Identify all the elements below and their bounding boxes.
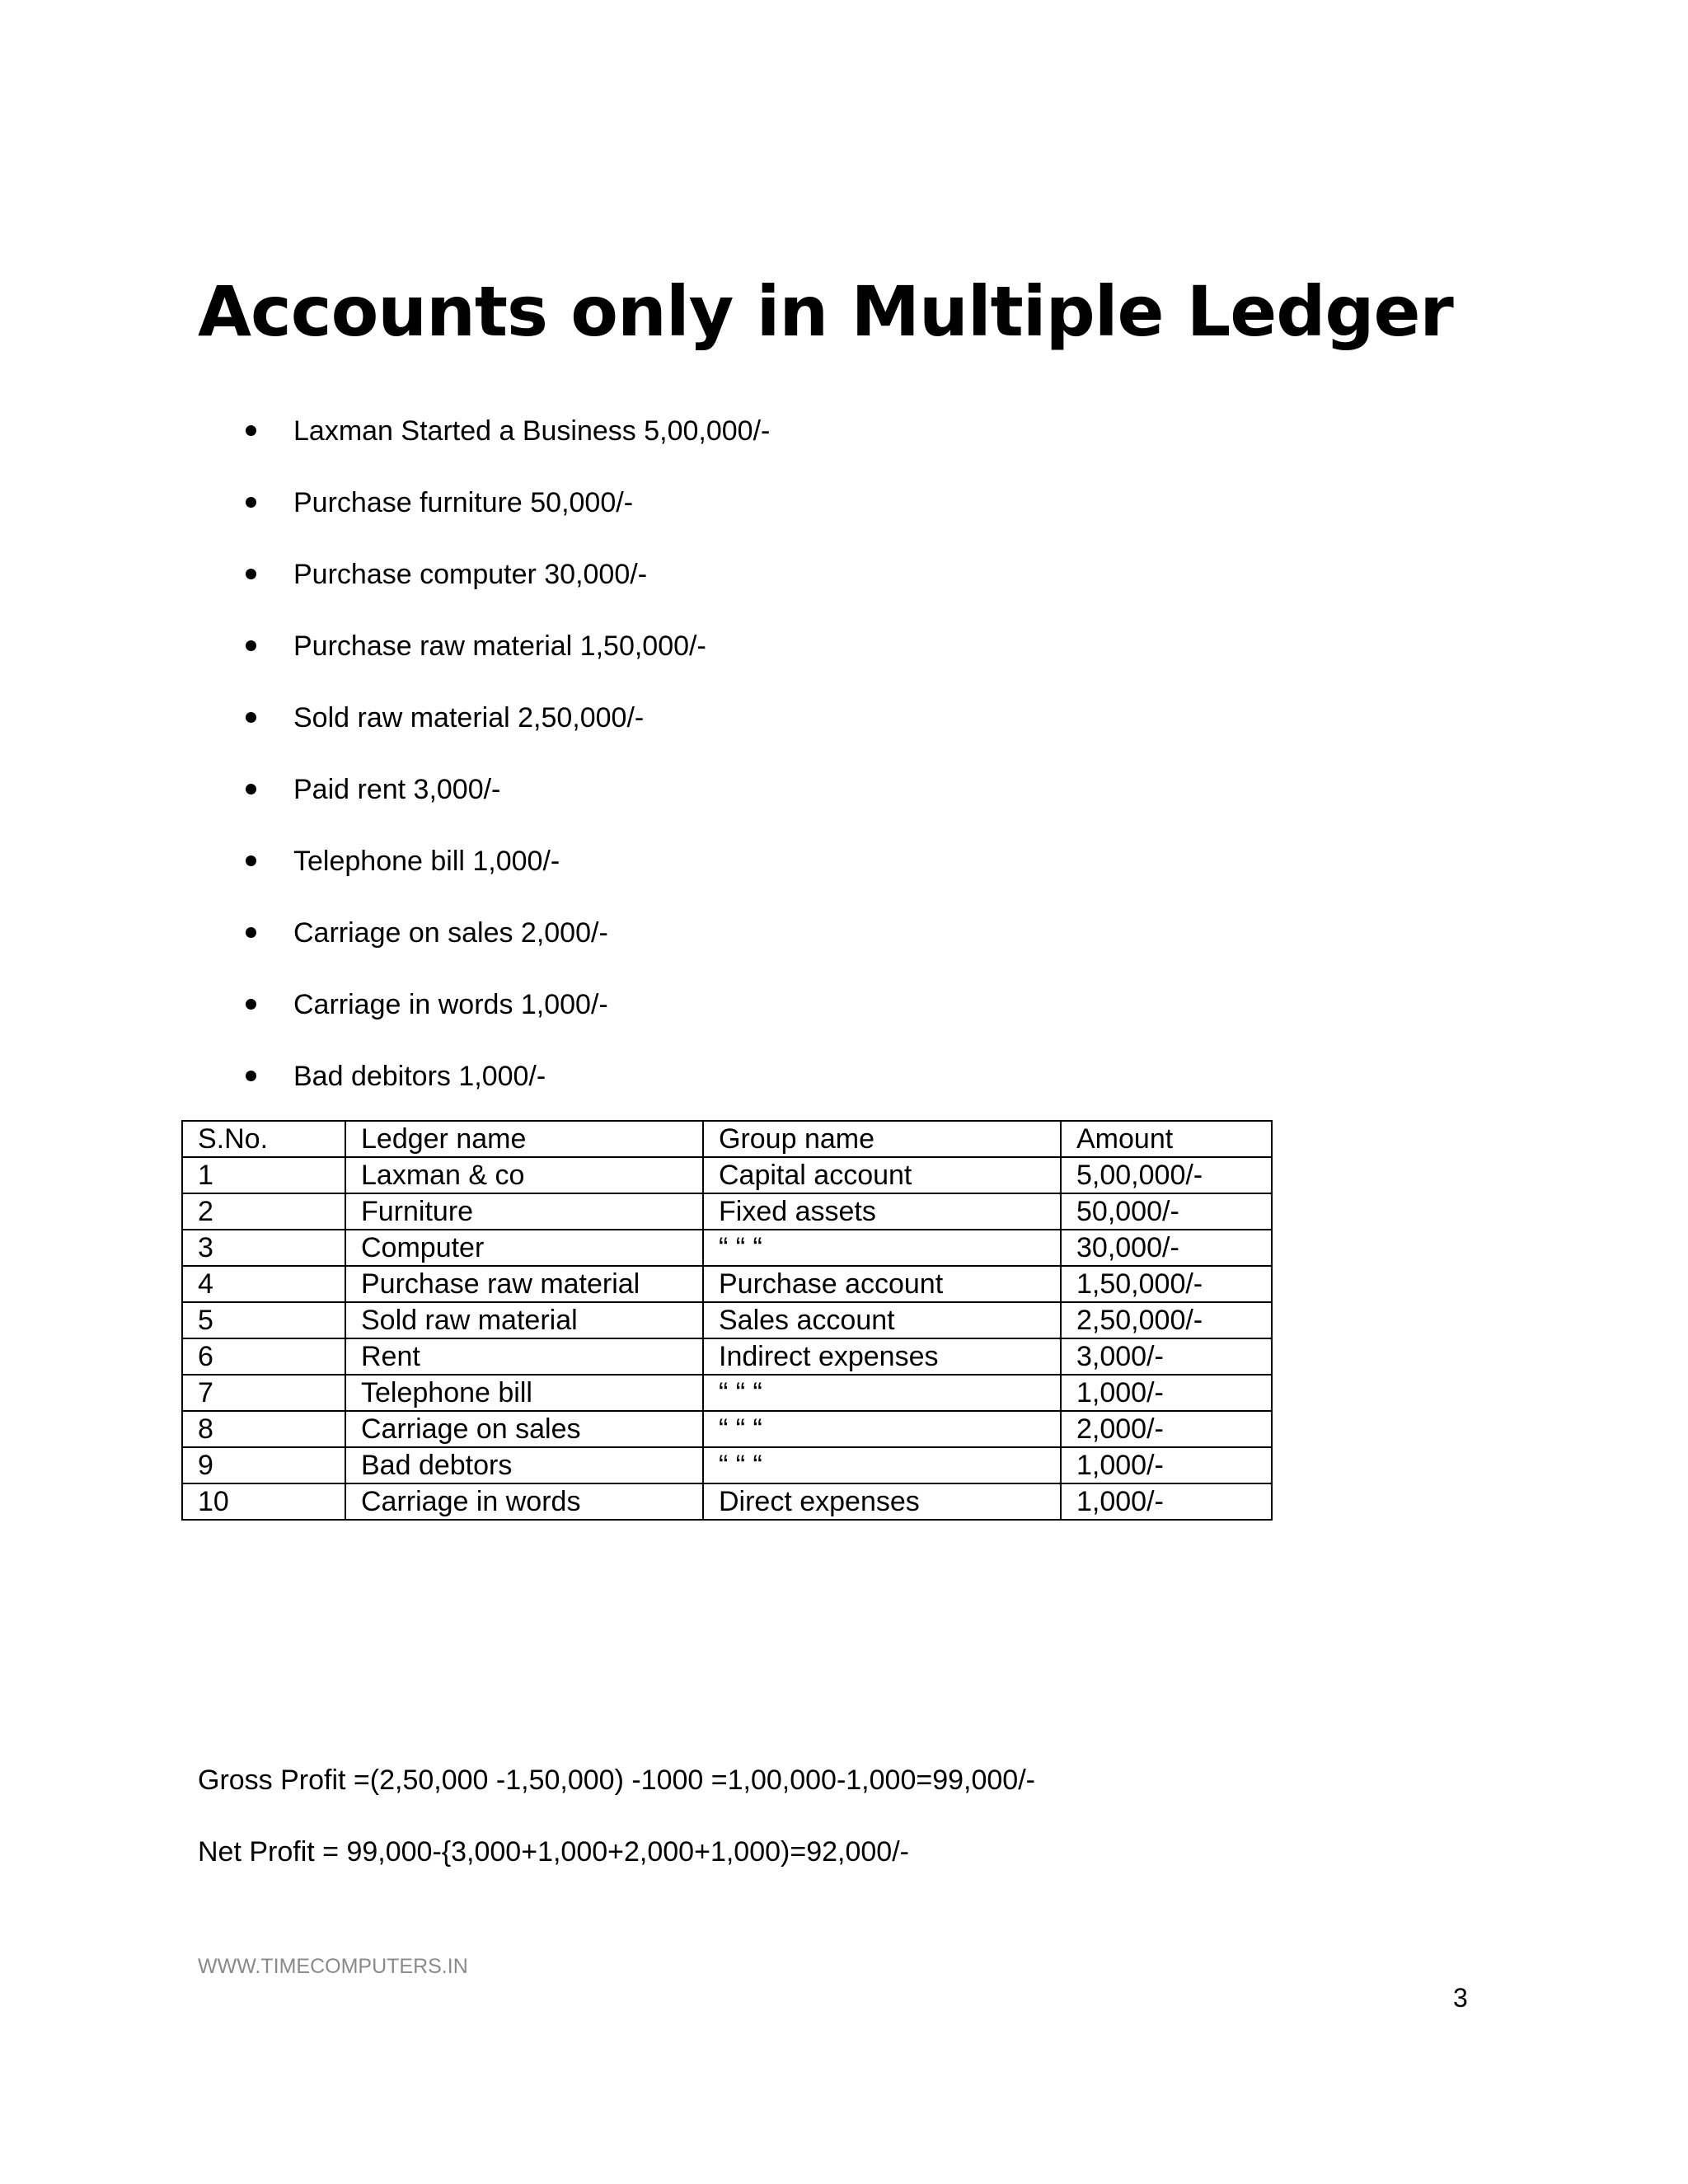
table-header-row (182, 1121, 1272, 1157)
cell-group-name: Indirect expenses (703, 1338, 1061, 1375)
cell-ledger-name: Rent (345, 1338, 703, 1375)
cell-group-name: Sales account (703, 1302, 1061, 1338)
page-number: 3 (1453, 1983, 1468, 2013)
header-group-name: Group name (703, 1121, 1061, 1157)
bullet-icon (246, 497, 256, 508)
cell-amount: 1,000/- (1061, 1447, 1272, 1483)
cell-sno: 7 (182, 1375, 345, 1411)
cell-sno: 4 (182, 1266, 345, 1302)
list-item-text: Carriage on sales 2,000/- (293, 917, 608, 949)
table-row (182, 1447, 1272, 1483)
list-item-text: Paid rent 3,000/- (293, 774, 501, 805)
gross-profit-line: Gross Profit =(2,50,000 -1,50,000) -1000 =1,00,000-1,000=99,000/- (198, 1765, 1035, 1796)
cell-ledger-name: Bad debtors (345, 1447, 703, 1483)
header-amount: Amount (1061, 1121, 1272, 1157)
cell-ledger-name: Carriage in words (345, 1483, 703, 1520)
cell-ledger-name: Furniture (345, 1193, 703, 1230)
cell-sno: 9 (182, 1447, 345, 1483)
bullet-icon (246, 927, 256, 938)
bullet-icon (246, 712, 256, 723)
cell-group-name: “ “ “ (703, 1411, 1061, 1447)
table-row (182, 1266, 1272, 1302)
list-item-text: Telephone bill 1,000/- (293, 846, 560, 877)
cell-amount: 1,50,000/- (1061, 1266, 1272, 1302)
table-row (182, 1302, 1272, 1338)
cell-sno: 10 (182, 1483, 345, 1520)
table-row (182, 1193, 1272, 1230)
cell-group-name: Fixed assets (703, 1193, 1061, 1230)
bullet-icon (246, 855, 256, 866)
cell-sno: 1 (182, 1157, 345, 1193)
header-ledger-name: Ledger name (345, 1121, 703, 1157)
cell-sno: 5 (182, 1302, 345, 1338)
table-row (182, 1375, 1272, 1411)
cell-amount: 1,000/- (1061, 1375, 1272, 1411)
list-item-text: Purchase computer 30,000/- (293, 559, 648, 590)
table-row (182, 1483, 1272, 1520)
cell-ledger-name: Purchase raw material (345, 1266, 703, 1302)
bullet-icon (246, 999, 256, 1010)
table-row (182, 1411, 1272, 1447)
cell-sno: 3 (182, 1230, 345, 1266)
list-item-text: Laxman Started a Business 5,00,000/- (293, 415, 771, 447)
list-item-text: Bad debitors 1,000/- (293, 1061, 546, 1092)
cell-group-name: “ “ “ (703, 1375, 1061, 1411)
table-row (182, 1338, 1272, 1375)
cell-ledger-name: Carriage on sales (345, 1411, 703, 1447)
cell-group-name: “ “ “ (703, 1230, 1061, 1266)
ledger-table (181, 1120, 1273, 1521)
list-item-text: Carriage in words 1,000/- (293, 989, 608, 1020)
cell-amount: 1,000/- (1061, 1483, 1272, 1520)
cell-ledger-name: Sold raw material (345, 1302, 703, 1338)
list-item-text: Purchase raw material 1,50,000/- (293, 630, 706, 662)
cell-sno: 2 (182, 1193, 345, 1230)
cell-group-name: Capital account (703, 1157, 1061, 1193)
table-row (182, 1230, 1272, 1266)
cell-ledger-name: Telephone bill (345, 1375, 703, 1411)
cell-amount: 30,000/- (1061, 1230, 1272, 1266)
cell-amount: 3,000/- (1061, 1338, 1272, 1375)
cell-sno: 8 (182, 1411, 345, 1447)
footer-website: WWW.TIMECOMPUTERS.IN (198, 1955, 468, 1978)
bullet-icon (246, 569, 256, 579)
list-item-text: Purchase furniture 50,000/- (293, 487, 634, 518)
list-item-text: Sold raw material 2,50,000/- (293, 702, 645, 733)
bullet-icon (246, 640, 256, 651)
cell-group-name: Purchase account (703, 1266, 1061, 1302)
cell-group-name: “ “ “ (703, 1447, 1061, 1483)
header-sno: S.No. (182, 1121, 345, 1157)
cell-group-name: Direct expenses (703, 1483, 1061, 1520)
cell-amount: 5,00,000/- (1061, 1157, 1272, 1193)
bullet-icon (246, 1071, 256, 1081)
cell-amount: 50,000/- (1061, 1193, 1272, 1230)
cell-amount: 2,50,000/- (1061, 1302, 1272, 1338)
table-row (182, 1157, 1272, 1193)
page-title: Accounts only in Multiple Ledger (198, 271, 1453, 352)
cell-ledger-name: Laxman & co (345, 1157, 703, 1193)
bullet-icon (246, 425, 256, 436)
cell-ledger-name: Computer (345, 1230, 703, 1266)
cell-sno: 6 (182, 1338, 345, 1375)
cell-amount: 2,000/- (1061, 1411, 1272, 1447)
bullet-icon (246, 784, 256, 794)
net-profit-line: Net Profit = 99,000-{3,000+1,000+2,000+1,000)=92,000/- (198, 1836, 909, 1868)
